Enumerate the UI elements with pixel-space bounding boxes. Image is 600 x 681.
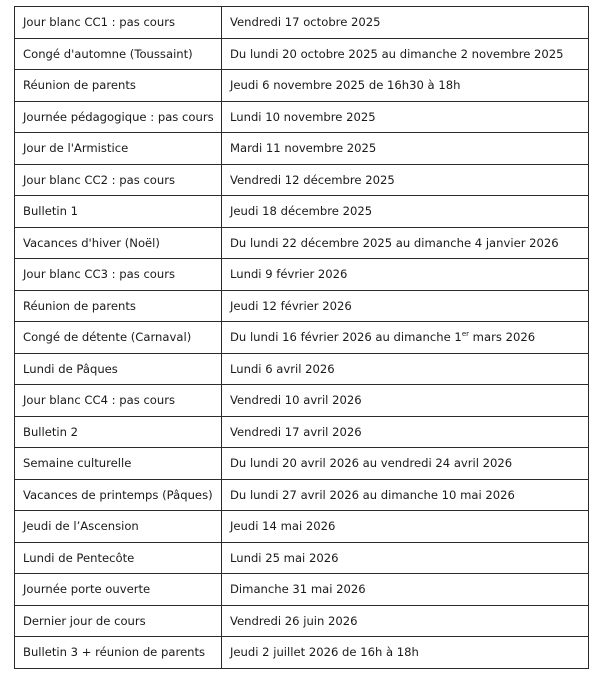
date-cell: Lundi 25 mai 2026 — [222, 542, 589, 574]
date-cell: Jeudi 12 février 2026 — [222, 290, 589, 322]
event-cell: Bulletin 2 — [15, 416, 222, 448]
table-row — [15, 196, 589, 228]
event-cell: Jour blanc CC4 : pas cours — [15, 385, 222, 417]
table-row — [15, 322, 589, 354]
event-cell: Congé de détente (Carnaval) — [15, 322, 222, 354]
event-cell: Réunion de parents — [15, 70, 222, 102]
event-cell: Dernier jour de cours — [15, 605, 222, 637]
date-cell: Du lundi 20 octobre 2025 au dimanche 2 novembre 2025 — [222, 38, 589, 70]
table-row — [15, 479, 589, 511]
table-row — [15, 574, 589, 606]
date-cell: Du lundi 20 avril 2026 au vendredi 24 avril 2026 — [222, 448, 589, 480]
event-cell: Lundi de Pâques — [15, 353, 222, 385]
date-cell: Du lundi 27 avril 2026 au dimanche 10 mai 2026 — [222, 479, 589, 511]
ordinal-superscript: er — [461, 330, 469, 339]
table-row — [15, 133, 589, 165]
date-cell: Vendredi 17 octobre 2025 — [222, 7, 589, 39]
date-cell: Jeudi 14 mai 2026 — [222, 511, 589, 543]
event-cell: Congé d'automne (Toussaint) — [15, 38, 222, 70]
table-row — [15, 38, 589, 70]
school-calendar-table — [14, 6, 589, 669]
event-cell: Bulletin 3 + réunion de parents — [15, 637, 222, 669]
event-cell: Jour de l'Armistice — [15, 133, 222, 165]
event-cell: Réunion de parents — [15, 290, 222, 322]
table-row — [15, 164, 589, 196]
event-cell: Vacances de printemps (Pâques) — [15, 479, 222, 511]
event-cell: Bulletin 1 — [15, 196, 222, 228]
table-row — [15, 227, 589, 259]
table-row — [15, 511, 589, 543]
table-row — [15, 385, 589, 417]
date-text: mars 2026 — [469, 330, 536, 345]
event-cell: Vacances d'hiver (Noël) — [15, 227, 222, 259]
date-cell: Mardi 11 novembre 2025 — [222, 133, 589, 165]
date-cell: Jeudi 2 juillet 2026 de 16h à 18h — [222, 637, 589, 669]
event-cell: Jeudi de l’Ascension — [15, 511, 222, 543]
table-row — [15, 605, 589, 637]
event-cell: Jour blanc CC1 : pas cours — [15, 7, 222, 39]
event-cell: Semaine culturelle — [15, 448, 222, 480]
table-row — [15, 448, 589, 480]
event-cell: Journée pédagogique : pas cours — [15, 101, 222, 133]
event-cell: Jour blanc CC2 : pas cours — [15, 164, 222, 196]
date-cell: Lundi 6 avril 2026 — [222, 353, 589, 385]
date-cell: Vendredi 17 avril 2026 — [222, 416, 589, 448]
table-row — [15, 637, 589, 669]
date-cell: Jeudi 6 novembre 2025 de 16h30 à 18h — [222, 70, 589, 102]
table-row — [15, 101, 589, 133]
table-row — [15, 290, 589, 322]
date-cell: Vendredi 26 juin 2026 — [222, 605, 589, 637]
date-cell: Du lundi 22 décembre 2025 au dimanche 4 janvier 2026 — [222, 227, 589, 259]
event-cell: Jour blanc CC3 : pas cours — [15, 259, 222, 291]
table-row — [15, 353, 589, 385]
event-cell: Lundi de Pentecôte — [15, 542, 222, 574]
table-row — [15, 542, 589, 574]
date-cell: Lundi 10 novembre 2025 — [222, 101, 589, 133]
table-row — [15, 70, 589, 102]
table-row — [15, 259, 589, 291]
date-cell: Jeudi 18 décembre 2025 — [222, 196, 589, 228]
date-text: Du lundi 16 février 2026 au dimanche 1 — [230, 330, 462, 345]
table-row — [15, 416, 589, 448]
date-cell: Vendredi 10 avril 2026 — [222, 385, 589, 417]
date-cell: Dimanche 31 mai 2026 — [222, 574, 589, 606]
date-cell: Lundi 9 février 2026 — [222, 259, 589, 291]
date-cell — [222, 322, 589, 354]
date-cell: Vendredi 12 décembre 2025 — [222, 164, 589, 196]
table-row — [15, 7, 589, 39]
event-cell: Journée porte ouverte — [15, 574, 222, 606]
